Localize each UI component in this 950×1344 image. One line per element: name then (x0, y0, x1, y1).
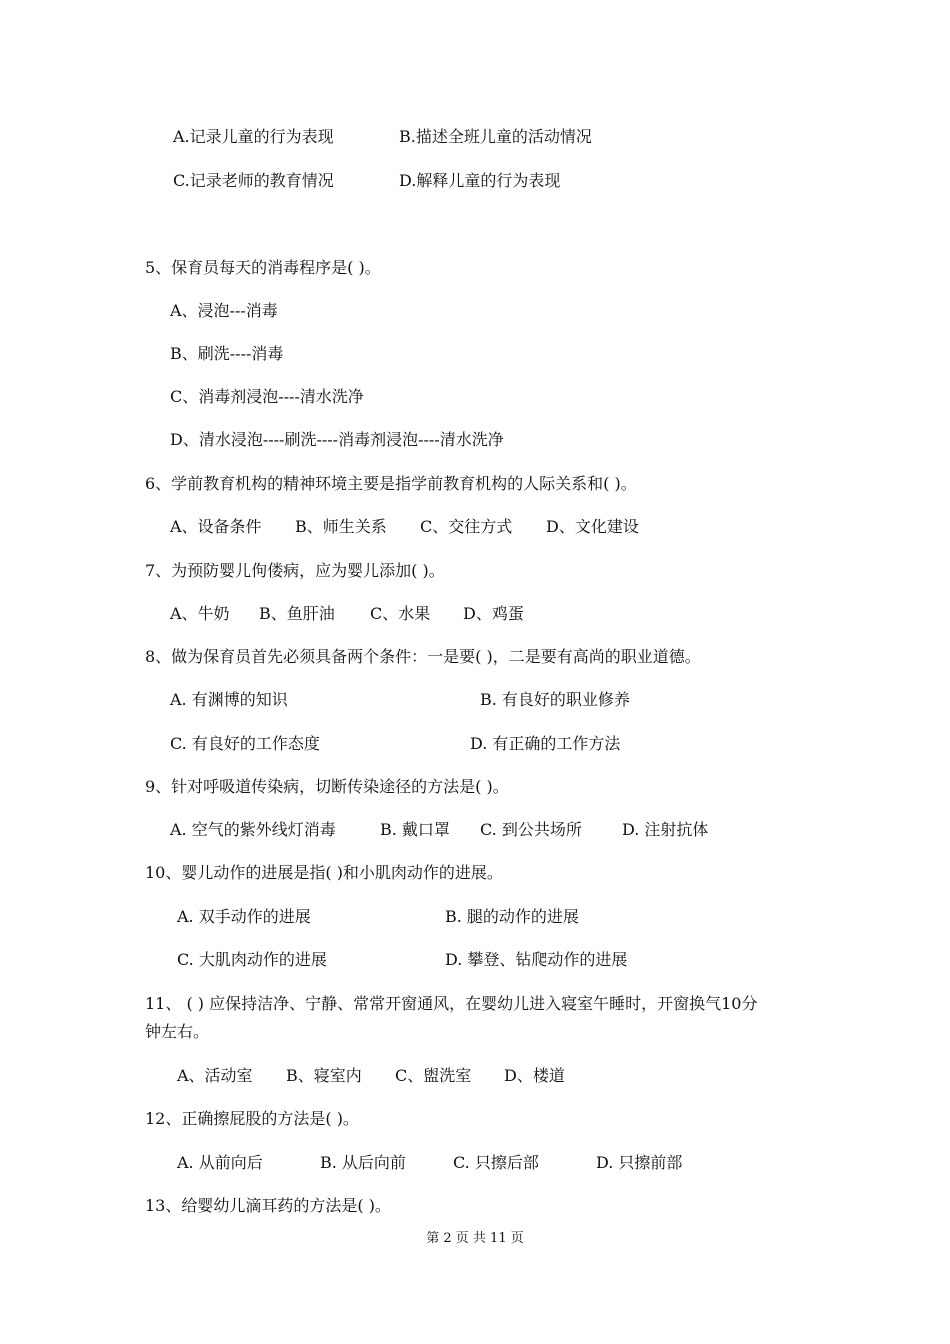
q7-option-b: B、鱼肝油 (259, 604, 335, 623)
q5-option-a: A、浸泡---消毒 (170, 301, 278, 320)
q7-stem: 7、为预防婴儿佝偻病，应为婴儿添加( )。 (145, 561, 445, 580)
q9-option-c: C. 到公共场所 (480, 820, 582, 839)
q12-option-a: A. 从前向后 (177, 1153, 263, 1172)
q11-stem-line2: 钟左右。 (145, 1022, 210, 1041)
q4-option-b: B.描述全班儿童的活动情况 (399, 127, 592, 146)
q12-option-b: B. 从后向前 (320, 1153, 406, 1172)
q10-option-b: B. 腿的动作的进展 (445, 907, 579, 926)
q6-option-d: D、文化建设 (546, 517, 639, 536)
q6-stem: 6、学前教育机构的精神环境主要是指学前教育机构的人际关系和( )。 (145, 474, 637, 493)
q7-option-d: D、鸡蛋 (463, 604, 524, 623)
q10-option-c: C. 大肌肉动作的进展 (177, 950, 327, 969)
q11-option-b: B、寝室内 (286, 1066, 362, 1085)
q4-option-c: C.记录老师的教育情况 (173, 171, 334, 190)
q13-stem: 13、给婴幼儿滴耳药的方法是( )。 (145, 1196, 391, 1215)
q7-option-c: C、水果 (370, 604, 431, 623)
q11-option-a: A、活动室 (177, 1066, 253, 1085)
q9-option-b: B. 戴口罩 (380, 820, 450, 839)
q6-option-b: B、师生关系 (295, 517, 387, 536)
q8-option-c: C. 有良好的工作态度 (170, 734, 320, 753)
q8-option-a: A. 有渊博的知识 (170, 690, 288, 709)
q5-option-d: D、清水浸泡----刷洗----消毒剂浸泡----清水洗净 (170, 430, 504, 449)
q10-option-d: D. 攀登、钻爬动作的进展 (445, 950, 628, 969)
q12-stem: 12、正确擦屁股的方法是( )。 (145, 1109, 359, 1128)
q8-stem: 8、做为保育员首先必须具备两个条件：一是要( )，二是要有高尚的职业道德。 (145, 647, 701, 666)
q5-option-c: C、消毒剂浸泡----清水洗净 (170, 387, 364, 406)
q7-option-a: A、牛奶 (170, 604, 230, 623)
q11-stem-line1: 11、 ( ) 应保持洁净、宁静、常常开窗通风，在婴幼儿进入寝室午睡时，开窗换气10分 (145, 994, 758, 1013)
q8-option-d: D. 有正确的工作方法 (470, 734, 621, 753)
q6-option-a: A、设备条件 (170, 517, 262, 536)
q12-option-c: C. 只擦后部 (453, 1153, 539, 1172)
q8-option-b: B. 有良好的职业修养 (480, 690, 630, 709)
q6-option-c: C、交往方式 (420, 517, 513, 536)
q4-option-a: A.记录儿童的行为表现 (173, 127, 334, 146)
q5-stem: 5、保育员每天的消毒程序是( )。 (145, 258, 381, 277)
q12-option-d: D. 只擦前部 (596, 1153, 683, 1172)
q9-option-d: D. 注射抗体 (622, 820, 709, 839)
q11-option-d: D、楼道 (504, 1066, 565, 1085)
q9-stem: 9、针对呼吸道传染病，切断传染途径的方法是( )。 (145, 777, 509, 796)
page-number: 第 2 页 共 11 页 (426, 1231, 524, 1246)
q9-option-a: A. 空气的紫外线灯消毒 (170, 820, 336, 839)
q11-option-c: C、盥洗室 (395, 1066, 472, 1085)
q10-stem: 10、婴儿动作的进展是指( )和小肌肉动作的进展。 (145, 863, 503, 882)
q4-option-d: D.解释儿童的行为表现 (399, 171, 561, 190)
q5-option-b: B、刷洗----消毒 (170, 344, 284, 363)
q10-option-a: A. 双手动作的进展 (177, 907, 311, 926)
